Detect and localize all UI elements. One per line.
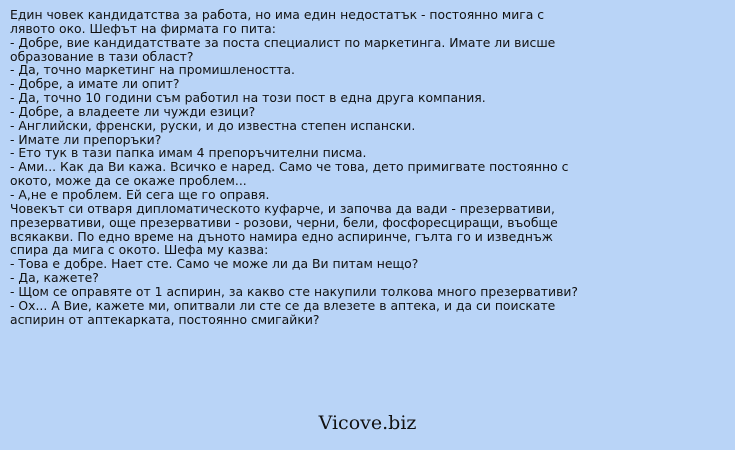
joke-line: окото, може да се окаже проблем... [10,173,247,189]
joke-line: спира да мига с окото. Шефа му казва: [10,242,269,258]
joke-line: - Ами... Как да Ви кажа. Всичко е наред. Само че това, дето примигвате постоянно с [10,159,569,175]
joke-line: аспирин от аптекарката, постоянно смигайки? [10,311,320,327]
site-footer [0,412,735,434]
joke-line: всякакви. По едно време на дъното намира едно аспиринче, гълта го и изведнъж [10,228,553,244]
joke-line: - Добре, а имате ли опит? [10,76,180,92]
joke-line: - Добре, вие кандидатствате за поста специалист по маркетинга. Имате ли висше [10,34,556,50]
joke-line: - Ето тук в тази папка имам 4 препоръчителни писма. [10,145,367,161]
joke-line: - Имате ли препоръки? [10,131,162,147]
joke-line: - Да, точно маркетинг на промишлеността. [10,62,295,78]
joke-line: - А,не е проблем. Ей сега ще го оправя. [10,186,270,202]
site-name[interactable]: Vicove.biz [318,412,417,434]
joke-line: лявото око. Шефът на фирмата го пита: [10,20,276,36]
joke-line: Човекът си отваря дипломатическото куфарче, и започва да вади - презервативи, [10,200,555,216]
joke-line: - Това е добре. Нает сте. Само че може ли да Ви питам нещо? [10,256,419,272]
joke-line: - Добре, а владеете ли чужди езици? [10,103,256,119]
joke-line: Един човек кандидатства за работа, но има един недостатък - постоянно мига с [10,7,545,22]
joke-line: презервативи, още презервативи - розови, черни, бели, фосфоресциращи, въобще [10,214,558,230]
joke-line: - Да, точно 10 години съм работил на този пост в една друга компания. [10,90,486,106]
joke-text [10,8,725,326]
joke-line: - Ох... А Вие, кажете ми, опитвали ли сте се да влезете в аптека, и да си поискате [10,297,556,313]
joke-line: - Английски, френски, руски, и до известна степен испански. [10,117,416,133]
joke-line: - Да, кажете? [10,270,99,286]
joke-line: образование в тази област? [10,48,194,64]
joke-line: - Щом се оправяте от 1 аспирин, за какво сте накупили толкова много презервативи? [10,283,579,299]
